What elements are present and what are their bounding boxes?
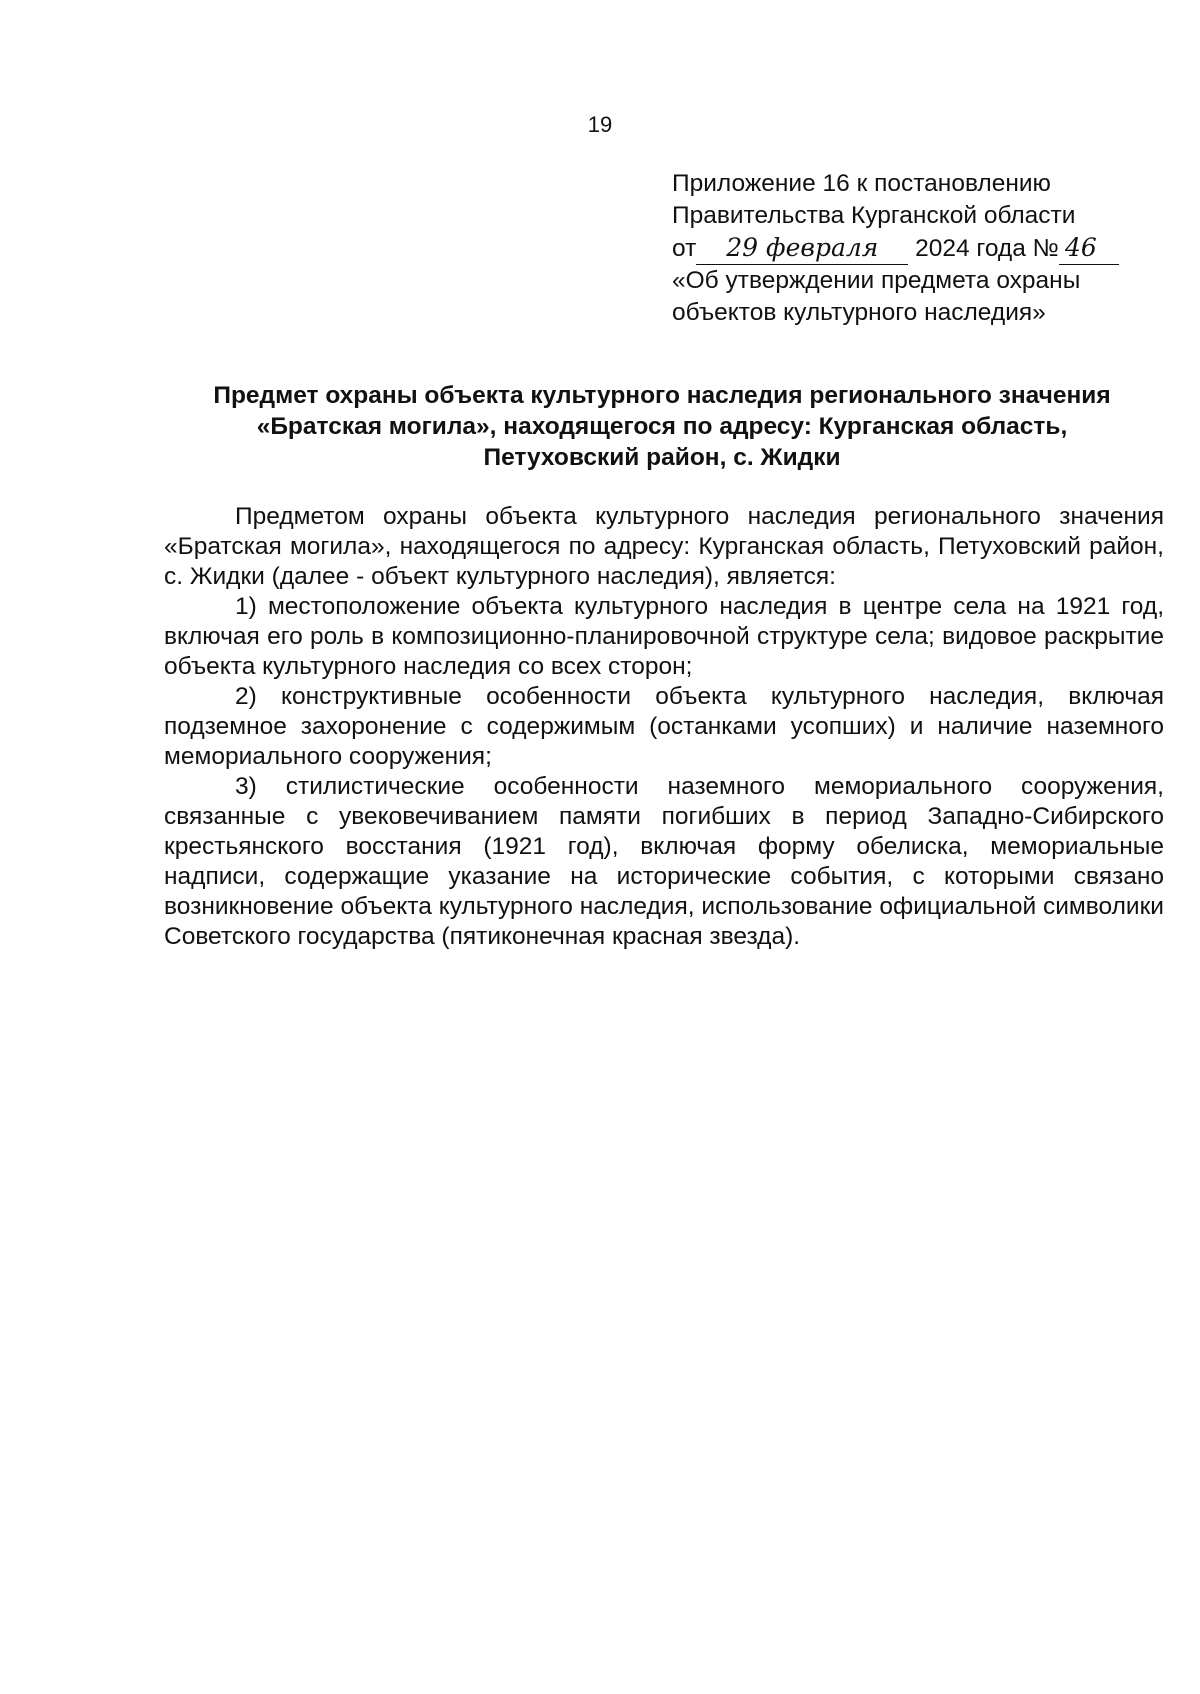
appendix-line-4: «Об утверждении предмета охраны [672, 267, 1081, 294]
appendix-date-line [672, 232, 1172, 265]
appendix-line-1: Приложение 16 к постановлению [672, 170, 1051, 197]
year-text: 2024 года № [915, 235, 1059, 262]
list-item: 2) конструктивные особенности объекта культурного наследия, включая подземное захоронение с содержимым (останками усопших) и наличие наземного мемориального сооружения; [164, 683, 1164, 770]
title-line-2: «Братская могила», находящегося по адресу: Курганская область, [256, 413, 1068, 440]
document-body [164, 502, 1164, 952]
list-item: 3) стилистические особенности наземного мемориального сооружения, связанные с увековечиванием памяти погибших в период Западно-Сибирского крестьянского восстания (1921 год), включая форму обелиска, мемориальные надписи, содержащие указание на исторические события, с которыми связано возникновение объекта культурного наследия, использование официальной символики Советского государства (пятиконечная красная звезда). [164, 773, 1164, 950]
appendix-header [672, 168, 1172, 329]
handwritten-date: 29 февраля [696, 232, 908, 265]
intro-paragraph: Предметом охраны объекта культурного наследия регионального значения «Братская могила», находящегося по адресу: Курганская область, Петуховский район, с. Жидки (далее - объект культурного наследия), является: [164, 503, 1164, 590]
date-prefix: от [672, 235, 697, 262]
list-item: 1) местоположение объекта культурного наследия в центре села на 1921 год, включая его роль в композиционно-планировочной структуре села; видовое раскрытие объекта культурного наследия со всех сторон; [164, 593, 1164, 680]
appendix-line-5: объектов культурного наследия» [672, 299, 1046, 326]
title-line-3: Петуховский район, с. Жидки [483, 444, 841, 471]
appendix-line-2: Правительства Курганской области [672, 202, 1076, 229]
document-title [150, 380, 1174, 473]
handwritten-number: 46 [1059, 232, 1119, 265]
title-line-1: Предмет охраны объекта культурного наследия регионального значения [213, 382, 1111, 409]
page-number: 19 [587, 112, 613, 137]
